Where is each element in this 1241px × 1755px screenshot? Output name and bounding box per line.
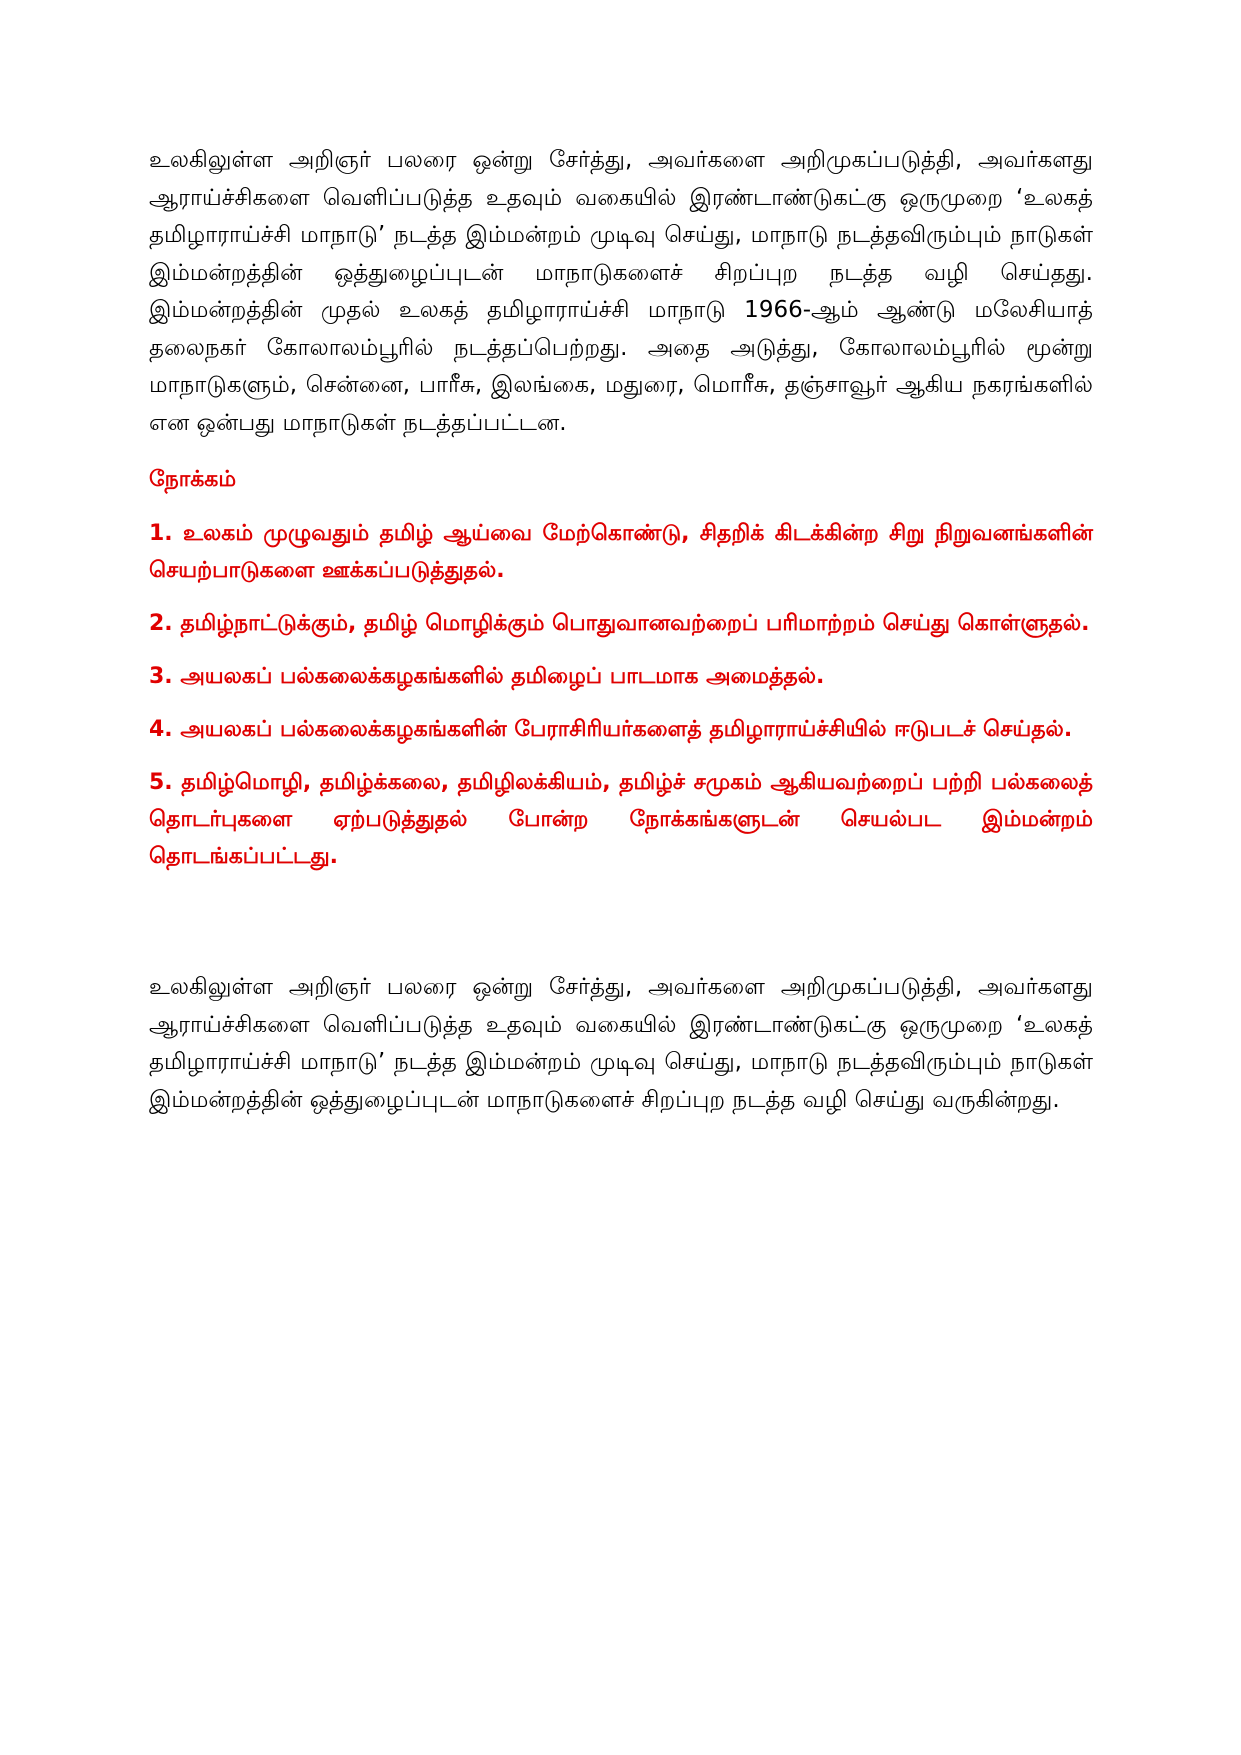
- objective-item: 5. தமிழ்மொழி, தமிழ்க்கலை, தமிழிலக்கியம், தமிழ்ச் சமுகம் ஆகியவற்றைப் பற்றி பல்கலைத் தொடர்புகளை ஏற்படுத்துதல் போன்ற நோக்கங்களுடன் செயல்பட இம்மன்றம் தொடங்கப்பட்டது.: [149, 770, 1093, 869]
- closing-paragraph: உலகிலுள்ள அறிஞர் பலரை ஒன்று சேர்த்து, அவர்களை அறிமுகப்படுத்தி, அவர்களது ஆராய்ச்சிகளை வெளிப்படுத்த உதவும் வகையில் இரண்டாண்டுகட்கு ஒருமுறை ‘உலகத் தமிழாராய்ச்சி மாநாடு’ நடத்த இம்மன்றம் முடிவு செய்து, மாநாடு நடத்தவிரும்பும் நாடுகள் இம்மன்றத்தின் ஒத்துழைப்புடன் மாநாடுகளைச் சிறப்புற நடத்த வழி செய்து வருகின்றது.: [149, 974, 1093, 1113]
- objective-item: 1. உலகம் முழுவதும் தமிழ் ஆய்வை மேற்கொண்டு, சிதறிக் கிடக்கின்ற சிறு நிறுவனங்களின் செயற்பாடுகளை ஊக்கப்படுத்துதல்.: [149, 521, 1093, 583]
- document-page: [149, 142, 1093, 1119]
- objectives-list: [149, 515, 1093, 875]
- objective-item: 4. அயலகப் பல்கலைக்கழகங்களின் பேராசிரியர்களைத் தமிழாராய்ச்சியில் ஈடுபடச் செய்தல்.: [149, 717, 1073, 742]
- objective-item: 3. அயலகப் பல்கலைக்கழகங்களில் தமிழைப் பாடமாக அமைத்தல்.: [149, 664, 825, 689]
- objective-item: 2. தமிழ்நாட்டுக்கும், தமிழ் மொழிக்கும் பொதுவானவற்றைப் பரிமாற்றம் செய்து கொள்ளுதல்.: [149, 611, 1090, 636]
- intro-paragraph: உலகிலுள்ள அறிஞர் பலரை ஒன்று சேர்த்து, அவர்களை அறிமுகப்படுத்தி, அவர்களது ஆராய்ச்சிகளை வெளிப்படுத்த உதவும் வகையில் இரண்டாண்டுகட்கு ஒருமுறை ‘உலகத் தமிழாராய்ச்சி மாநாடு’ நடத்த இம்மன்றம் முடிவு செய்து, மாநாடு நடத்தவிரும்பும் நாடுகள் இம்மன்றத்தின் ஒத்துழைப்புடன் மாநாடுகளைச் சிறப்புற நடத்த வழி செய்தது. இம்மன்றத்தின் முதல் உலகத் தமிழாராய்ச்சி மாநாடு 1966-ஆம் ஆண்டு மலேசியாத் தலைநகர் கோலாலம்பூரில் நடத்தப்பெற்றது. அதை அடுத்து, கோலாலம்பூரில் மூன்று மாநாடுகளும், சென்னை, பாரீசு, இலங்கை, மதுரை, மொரீசு, தஞ்சாவூர் ஆகிய நகரங்களில் என ஒன்பது மாநாடுகள் நடத்தப்பட்டன.: [149, 147, 1093, 436]
- objectives-heading: நோக்கம்: [149, 467, 237, 492]
- section-spacer: [149, 891, 1093, 969]
